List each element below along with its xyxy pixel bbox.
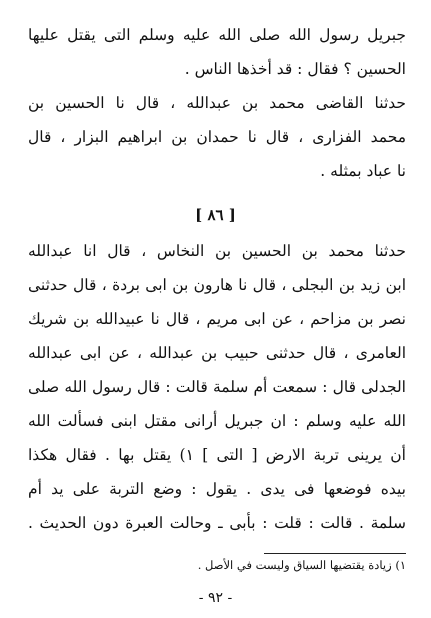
text-line: الجدلى قال : سمعت أم سلمة قالت : قال رسول الله صلى (28, 378, 406, 396)
text-line: أن يرينى تربة الارض [ التى ] ١) يقتل بها . فقال هكذا (28, 446, 406, 464)
text-line: نا عباد بمثله . (320, 162, 406, 180)
section-number-heading: [ ٨٦ ] (195, 206, 236, 224)
text-line: الله عليه وسلم : ان جبريل أرانى مقتل ابنى فسألت الله (28, 412, 406, 430)
page-number: - ٩٢ - (198, 590, 233, 606)
footnote-divider (264, 553, 406, 554)
text-line: نصر بن مزاحم ، عن ابى مريم ، قال نا عبيدالله بن شريك (28, 310, 406, 328)
text-line: محمد الفزارى ، قال نا حمدان بن ابراهيم البزار ، قال (28, 128, 406, 146)
text-line: الحسين ؟ فقال : قد أخذها الناس . (184, 60, 406, 78)
text-line: العامرى ، قال حدثنى حبيب بن عبدالله ، عن ابى عبدالله (28, 344, 406, 362)
text-line: سلمة . قالت : قلت : بأبى ـ وحالت العبرة دون الحديث . (28, 514, 406, 532)
text-line: ابن زيد بن البجلى ، قال نا هارون بن ابى بردة ، قال حدثنى (28, 276, 406, 294)
text-line: حدثنا محمد بن الحسين بن النخاس ، قال انا عبدالله (28, 242, 406, 260)
text-line: جبريل رسول الله صلى الله عليه وسلم التى يقتل عليها (28, 26, 406, 44)
footnote: ١) زيادة يقتضيها السياق وليست في الأصل . (197, 558, 406, 572)
text-line: بيده فوضعها فى يدى . يقول : وضع التربة على يد أم (28, 480, 406, 498)
text-line: حدثنا القاضى محمد بن عبدالله ، قال نا الحسين بن (28, 94, 406, 112)
